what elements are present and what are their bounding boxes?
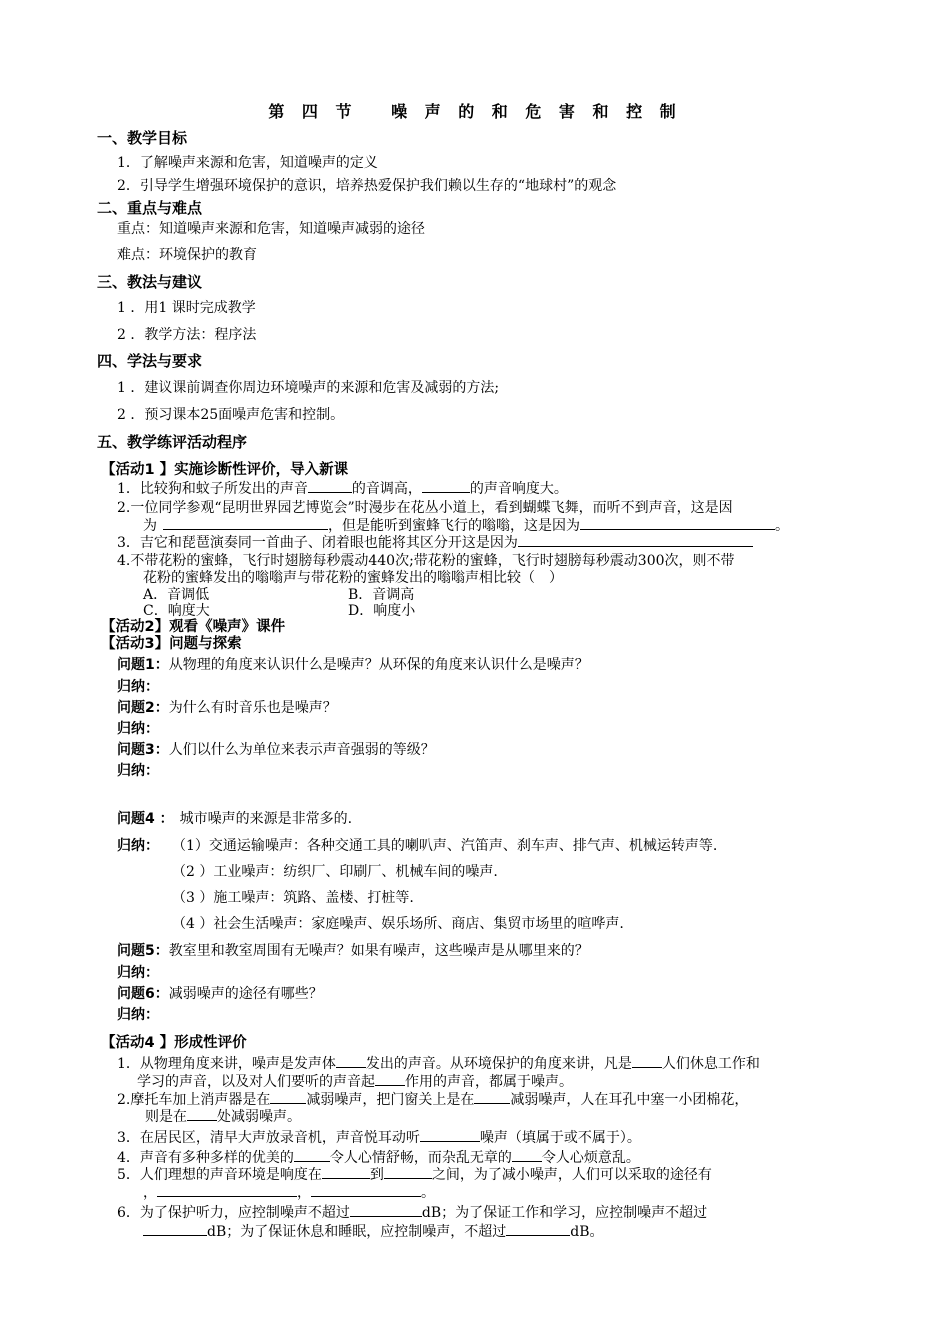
goal-item: 1．了解噪声来源和危害，知道噪声的定义 <box>117 155 378 171</box>
question-text: 为 <box>143 518 157 534</box>
exercise-text: ， <box>143 1185 157 1201</box>
answer-blank <box>187 1107 217 1121</box>
problem-text: 人们以什么为单位来表示声音强弱的等级？ <box>168 742 435 758</box>
answer-blank <box>512 1148 542 1162</box>
answer-blank <box>375 1072 405 1086</box>
problem-label: 问题5： <box>117 943 169 959</box>
exercise-text: 4．声音有多种多样的优美的 <box>117 1150 294 1166</box>
exercise-5-line2 <box>143 1182 435 1202</box>
noise-source-item: （2 ）工业噪声：纺织厂、印刷厂、机械车间的噪声. <box>172 864 498 880</box>
induce-label: 归纳： <box>117 679 159 695</box>
problem-label: 问题3： <box>117 742 169 758</box>
answer-blank <box>143 1222 207 1236</box>
answer-blank <box>308 479 352 493</box>
question-text: 的声音响度大。 <box>469 481 568 497</box>
method-item: 2 ．教学方法：程序法 <box>117 327 257 343</box>
option-b: B．音调高 <box>348 587 415 603</box>
exercise-text: dB；为了保证工作和学习，应控制噪声不超过 <box>421 1205 708 1221</box>
exercise-text: 6．为了保护听力，应控制噪声不超过 <box>117 1205 350 1221</box>
option-c: C．响度大 <box>143 603 210 619</box>
exercise-text: ， <box>297 1185 311 1201</box>
answer-blank <box>336 1054 366 1068</box>
answer-blank <box>474 1090 510 1104</box>
exercise-text: 1．从物理角度来讲，噪声是发声体 <box>117 1056 336 1072</box>
problem-1 <box>117 654 589 674</box>
answer-blank <box>580 516 775 530</box>
induce-label: 归纳： <box>117 1007 159 1023</box>
problem-label: 问题6： <box>117 986 169 1002</box>
problem-5 <box>117 940 589 960</box>
exercise-text: 则是在 <box>145 1109 187 1125</box>
option-a: A．音调低 <box>143 587 210 603</box>
answer-blank <box>420 1128 480 1142</box>
problem-text: 从物理的角度来认识什么是噪声？从环保的角度来认识什么是噪声？ <box>168 657 589 673</box>
problem-text: 城市噪声的来源是非常多的. <box>179 811 353 827</box>
exercise-text: 5．人们理想的声音环境是响度在 <box>117 1167 322 1183</box>
problem-label: 问题4 ： <box>117 811 174 827</box>
exercise-text: 。 <box>421 1185 435 1201</box>
activity-4-heading: 【活动4 】形成性评价 <box>101 1035 247 1051</box>
exercise-text: dB。 <box>570 1224 604 1240</box>
exercise-text: 之间，为了减小噪声，人们可以采取的途径有 <box>431 1167 712 1183</box>
problem-2 <box>117 697 337 717</box>
exercise-text: 作用的声音，都属于噪声。 <box>405 1074 573 1090</box>
answer-blank <box>350 1203 422 1217</box>
keypoint-item: 重点：知道噪声来源和危害，知道噪声减弱的途径 <box>117 221 425 237</box>
exercise-text: 发出的声音。从环境保护的角度来讲，凡是 <box>365 1056 632 1072</box>
question-4-line2: 花粉的蜜蜂发出的嗡嗡声与带花粉的蜜蜂发出的嗡嗡声相比较（ ） <box>143 570 563 586</box>
exercise-1-line2 <box>137 1071 573 1091</box>
exercise-text: 减弱噪声，把门窗关上是在 <box>306 1092 475 1108</box>
exercise-text: 人们休息工作和 <box>661 1056 760 1072</box>
problem-3 <box>117 739 435 759</box>
exercise-text: 噪声（填属于或不属于）。 <box>479 1130 641 1146</box>
study-item: 1 ．建议课前调查你周边环境噪声的来源和危害及减弱的方法; <box>117 380 500 396</box>
section-heading-procedure: 五、教学练评活动程序 <box>97 433 248 451</box>
study-item: 2 ．预习课本25面噪声危害和控制。 <box>117 407 345 423</box>
question-text: 。 <box>775 518 789 534</box>
answer-blank <box>384 1165 432 1179</box>
question-text: ，但是能听到蜜蜂飞行的嗡嗡，这是因为 <box>328 518 580 534</box>
noise-source-item: （3 ）施工噪声：筑路、盖楼、打桩等. <box>172 890 414 906</box>
induce-label: 归纳： <box>117 965 159 981</box>
exercise-6-line1 <box>117 1202 707 1222</box>
question-4-line1: 4.不带花粉的蜜蜂，飞行时翅膀每秒震动440次;带花粉的蜜蜂，飞行时翅膀每秒震动300次，则不带 <box>117 553 735 569</box>
exercise-3 <box>117 1127 641 1147</box>
answer-blank <box>294 1148 330 1162</box>
exercise-text: 2.摩托车加上消声器是在 <box>117 1092 271 1108</box>
answer-blank <box>322 1165 370 1179</box>
problem-label: 问题2： <box>117 700 169 716</box>
problem-label: 问题1： <box>117 657 169 673</box>
answer-blank <box>506 1222 570 1236</box>
noise-source-item: （1）交通运输噪声：各种交通工具的喇叭声、汽笛声、刹车声、排气声、机械运转声等. <box>172 838 718 854</box>
exercise-5-line1 <box>117 1164 712 1184</box>
option-d: D．响度小 <box>348 603 416 619</box>
page-title: 第 四 节 噪 声 的 和 危 害 和 控 制 <box>268 102 682 121</box>
problem-text: 减弱噪声的途径有哪些？ <box>168 986 323 1002</box>
section-heading-keypoints: 二、重点与难点 <box>97 199 203 217</box>
problem-6 <box>117 983 323 1003</box>
answer-blank <box>163 516 328 530</box>
question-2-line1: 2.一位同学参观“昆明世界园艺博览会”时漫步在花丛小道上，看到蝴蝶飞舞，而听不到声音，这是因 <box>117 500 733 516</box>
noise-source-item: （4 ）社会生活噪声：家庭噪声、娱乐场所、商店、集贸市场里的喧哗声. <box>172 916 624 932</box>
problem-text: 教室里和教室周围有无噪声？如果有噪声，这些噪声是从哪里来的？ <box>168 943 589 959</box>
exercise-text: 学习的声音，以及对人们要听的声音起 <box>137 1074 375 1090</box>
method-item: 1 ．用1 课时完成教学 <box>117 300 256 316</box>
goal-item: 2．引导学生增强环境保护的意识，培养热爱保护我们赖以生存的“地球村”的观念 <box>117 178 617 194</box>
answer-blank <box>311 1183 421 1197</box>
activity-2-heading: 【活动2】观看《噪声》课件 <box>101 619 286 635</box>
question-text: 3．吉它和琵琶演奏同一首曲子、闭着眼也能将其区分开这是因为 <box>117 535 518 551</box>
question-3 <box>117 532 753 552</box>
exercise-text: 到 <box>369 1167 384 1183</box>
answer-blank <box>632 1054 662 1068</box>
question-1 <box>117 478 568 498</box>
exercise-text: 处减弱噪声。 <box>217 1109 301 1125</box>
answer-blank <box>518 533 753 547</box>
exercise-text: 3．在居民区，清早大声放录音机，声音悦耳动听 <box>117 1130 420 1146</box>
answer-blank <box>422 479 470 493</box>
question-text: 1．比较狗和蚊子所发出的声音 <box>117 481 308 497</box>
answer-blank <box>270 1090 306 1104</box>
section-heading-study: 四、学法与要求 <box>97 352 203 370</box>
exercise-text: 令人心情舒畅，而杂乱无章的 <box>329 1150 512 1166</box>
induce-label: 归纳： <box>117 838 159 854</box>
exercise-text: 减弱噪声，人在耳孔中塞一小团棉花， <box>510 1092 749 1108</box>
activity-1-heading: 【活动1 】实施诊断性评价，导入新课 <box>101 462 349 478</box>
problem-text: 为什么有时音乐也是噪声？ <box>168 700 337 716</box>
section-heading-methods: 三、教法与建议 <box>97 273 203 291</box>
induce-label: 归纳： <box>117 763 159 779</box>
exercise-1-line1 <box>117 1053 760 1073</box>
exercise-2-line2 <box>145 1106 301 1126</box>
keypoint-item: 难点：环境保护的教育 <box>117 247 257 263</box>
answer-blank <box>157 1183 297 1197</box>
problem-4 <box>117 808 352 828</box>
exercise-text: dB；为了保证休息和睡眠，应控制噪声，不超过 <box>207 1224 507 1240</box>
activity-3-heading: 【活动3】问题与探索 <box>101 636 242 652</box>
section-heading-goals: 一、教学目标 <box>97 129 188 147</box>
exercise-6-line2 <box>143 1221 604 1241</box>
question-text: 的音调高， <box>351 481 422 497</box>
exercise-text: 令人心烦意乱。 <box>541 1150 640 1166</box>
induce-label: 归纳： <box>117 721 159 737</box>
